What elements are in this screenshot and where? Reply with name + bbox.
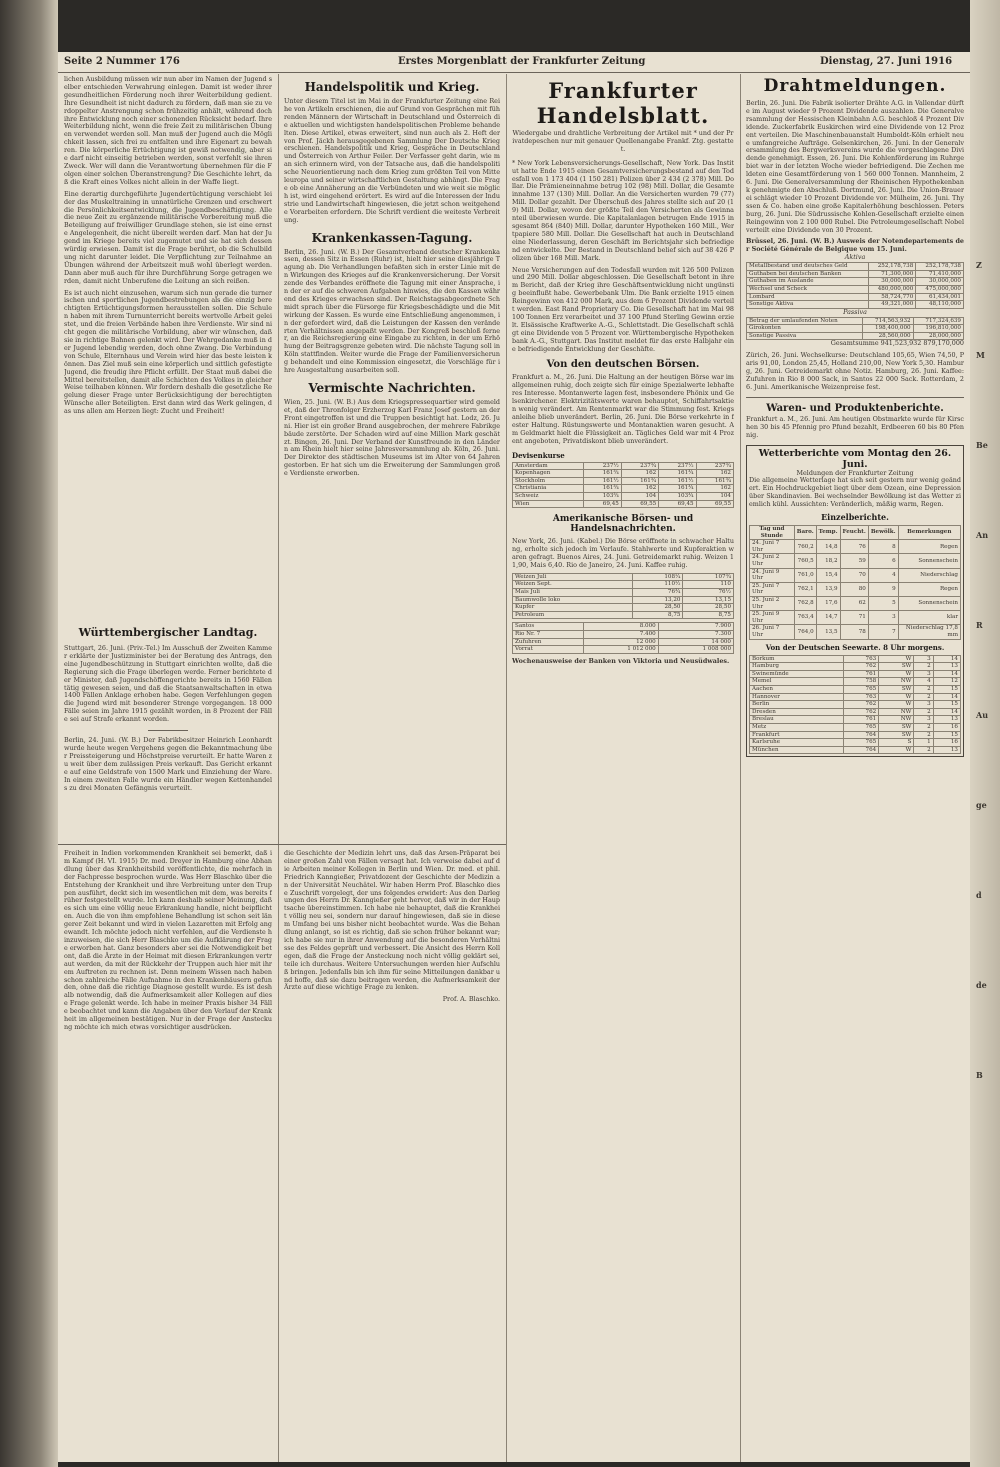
feuilleton-left <box>64 850 272 1456</box>
aktiva-row: Guthaben im Auslande 30,000,000 30,000,000 <box>747 278 964 286</box>
seewarte-row: Memel 758 NW 4 12 <box>750 678 961 686</box>
station-header-cell: Feucht. <box>840 526 868 540</box>
company-news: Neue Versicherungen auf den Todesfall wurden mit 126 500 Polizen und 290 Mill. Dollar abgeschlossen. Die Gesellschaft betont in ihrem Bericht, daß der Krieg ihre Geschäftsentwicklung nicht ungünstig beeinflußt habe. Gewerbebank Ulm. Die Bank erzielte 1915 einen Reingewinn von 412 000 Mark, aus dem 6 Prozent Dividende verteilt werden. East Rand Proprietary Co. Die Gesellschaft hat im Mai 98 100 Tonnen Erz verarbeitet und 37 100 Pfund Sterling Gewinn erzielt. Elsässische Kraftwerke A.-G., Schlettstadt. Die Gesellschaft schlägt eine Dividende von 5 Prozent vor. Württembergische Hypothekenbank A.-G., Stuttgart. Das Institut meldet für das erste Halbjahr eine befriedigende Entwicklung der Geschäfte. <box>512 265 734 353</box>
feuilleton-text-a: Freiheit in Indien vorkommenden Krankheit sei bemerkt, daß im Kampf (H. VI. 1915) Dr. med. Dreyer in Hamburg eine Abhandlung über das Krankheitsbild veröffentlichte, die mehrfach in der Fachpresse besprochen wurde. Was Herr Blaschko über die Entstehung der Krankheit und ihre Verbreitung unter den Truppen ausführt, deckt sich im wesentlichen mit dem, was bereits früher festgestellt wurde. Ich kann deshalb seiner Meinung, daß es sich um eine völlig neue Erkrankung handle, nicht beipflichten. Auch die von ihm empfohlene Behandlung ist schon seit längerer Zeit bekannt und wird in vielen Lazaretten mit Erfolg angewandt. Ich möchte jedoch nicht verfehlen, auf die Verdienste hinzuweisen, die sich Herr Blaschko um die Aufklärung der Frage erworben hat. Ganz besonders aber sei die Notwendigkeit betont, daß die Ärzte in der Heimat mit diesen Erkrankungen vertraut werden, da mit der Rückkehr der Truppen auch hier mit ihrem Auftreten zu rechnen ist. Denn meinem Wissen nach haben schon zahlreiche Fälle Aufnahme in den Krankenhäusern gefunden, ohne daß die richtige Diagnose gestellt wurde. Es ist deshalb notwendig, daß die Aufmerksamkeit aller Kollegen auf diese Frage gelenkt werde. Ich habe in meiner Praxis bisher 34 Fälle beobachtet und kann die Angaben über den Verlauf der Krankheit im allgemeinen bestätigen. Nur in der Frage der Ansteckung möchte ich mich etwas vorsichtiger ausdrücken. <box>64 850 272 1031</box>
german-exchanges-heading: Von den deutschen Börsen. <box>546 359 700 371</box>
american-report: New York, 26. Juni. (Kabel.) Die Börse eröffnete in schwacher Haltung, erholte sich jedoch im Verlaufe. Stahlwerte und Kupferaktien waren gefragt. Buenos Aires, 24. Juni. Getreidemarkt ruhig. Weizen 11,90, Mais 6,40. Rio de Janeiro, 24. Juni. Kaffee ruhig. <box>512 537 734 569</box>
seewarte-row: Berlin 762 W 3 15 <box>750 701 961 709</box>
article-youth-2: Eine derartig durchgeführte Jugendertüchtigung verschiebt leider das Muskeltraining in unnatürliche Grenzen und erschwert die Persönlichkeitsentwicklung, die Jugendbeschäftigung. Alle die neue Zeit zu ergänzende militärische Vorbereitung muß die Beteiligung auf freiwilliger Grundlage stehen, sie ist eine ernste Angelegenheit, die nicht übereilt werden darf. Man hat der Jugend im Kriege bereits viel zugemutet und sie hat sich dessen würdig erwiesen. Damit ist die Frage berührt, ob die Schulbildung nicht darunter leidet. Die Verpflichtung zur Teilnahme an Übungen während der Arbeitszeit muß wohl überlegt werden. Dann aber muß auch für ihre Durchführung Sorge getragen werden, damit nicht Unberufene die Leitung an sich reißen. <box>64 189 272 285</box>
seewarte-row: Dresden 762 NW 2 14 <box>750 708 961 716</box>
station-row: 24. Juni 7 Uhr 760,2 14,8 76 8 Regen <box>750 540 961 554</box>
column-3 <box>512 76 734 1458</box>
weather-subheading: Meldungen der Frankfurter Zeitung <box>796 468 914 477</box>
landtag-section <box>64 622 272 840</box>
devisen-row: Christiania 161¾ 162 161¾ 162 <box>513 485 734 493</box>
feuilleton-right <box>284 850 500 1456</box>
seewarte-row: Frankfurt 764 SW 2 15 <box>750 731 961 739</box>
aktiva-table <box>746 262 964 309</box>
aktiva-row: Wechsel und Scheck 480,000,000 475,000,000 <box>747 285 964 293</box>
seewarte-row: Aachen 765 SW 2 15 <box>750 685 961 693</box>
station-header-cell: Baro. <box>794 526 816 540</box>
station-row: 25. Juni 2 Uhr 762,8 17,6 62 5 Sonnenschein <box>750 597 961 611</box>
aktiva-row: Lombard 58,724,770 61,434,001 <box>747 293 964 301</box>
misc-news-heading: Vermischte Nachrichten. <box>308 381 476 395</box>
health-insurance-heading: Krankenkassen-Tagung. <box>311 230 473 245</box>
station-header-cell: Bewölk. <box>868 526 898 540</box>
landtag-heading: Württembergischer Landtag. <box>78 626 258 639</box>
seewarte-row: Swinemünde 761 W 3 14 <box>750 670 961 678</box>
commodity-text: Frankfurt a. M., 26. Juni. Am heutigen Obstmarkte wurde für Kirschen 30 bis 45 Pfennig pro Pfund bezahlt, Erdbeeren 60 bis 80 Pfennig. <box>746 414 964 439</box>
aktiva-label: Aktiva <box>844 253 866 262</box>
bank-statement-heading: Brüssel, 26. Juni. (W. B.) Ausweis der Notendepartements der Société Générale de Belgique vom 15. Juni. <box>746 237 964 254</box>
next-page-fragment: Z <box>976 260 982 270</box>
station-table <box>749 525 961 640</box>
feuilleton-text-b: die Geschichte der Medizin lehrt uns, daß das Arsen-Präparat bei einer großen Zahl von Fällen versagt hat. Ich verweise dabei auf die Arbeiten meiner Kollegen in Berlin und Wien. Dr. med. et phil. Friedrich Kanngießer, Privatdozent der Geschichte der Medizin an der Universität Neuchâtel. Wir haben Herrn Prof. Blaschko diese Zuschrift vorgelegt, der uns folgendes erwidert: Aus den Darlegungen des Herrn Dr. Kanngießer geht hervor, daß wir in der Hauptsache übereinstimmen. Ich habe nie behauptet, daß die Krankheit völlig neu sei, sondern nur darauf hingewiesen, daß sie in diesem Umfang bei uns bisher nicht beobachtet wurde. Was die Behandlung anlangt, so ist es richtig, daß sie schon früher bekannt war; ich habe sie nur in ihrer Anwendung auf die besonderen Verhältnisse des Feldes geprüft und verbessert. Die Ansicht des Herrn Kollegen, daß die Frage der Ansteckung noch nicht völlig geklärt sei, teile ich durchaus. Weitere Untersuchungen werden hier Aufschluß bringen. Jedenfalls bin ich ihm für seine Mitteilungen dankbar und hoffe, daß sie dazu beitragen werden, die Aufmerksamkeit der Ärzte auf diese wichtige Frage zu lenken. <box>284 850 500 992</box>
station-row: 24. Juni 2 Uhr 760,5 18,2 59 6 Sonnenschein <box>750 554 961 568</box>
passiva-row: Sonstige Passiva 28,560,000 28,000,000 <box>747 332 964 340</box>
next-page-fragment: R <box>976 620 983 630</box>
seewarte-table <box>749 655 961 755</box>
devisen-table <box>512 462 734 509</box>
newspaper-page <box>58 52 970 1462</box>
binding-edge <box>0 0 58 1467</box>
next-page-fragment: ge <box>976 800 987 810</box>
devisen-row: Kopenhagen 161¾ 162 161¾ 162 <box>513 470 734 478</box>
station-row: 25. Juni 9 Uhr 763,4 14,7 71 3 klar <box>750 611 961 625</box>
issue-title: Erstes Morgenblatt der Frankfurter Zeitung <box>398 56 646 67</box>
wire-news-heading: Drahtmeldungen. <box>763 76 947 96</box>
devisen-heading: Devisenkurse <box>512 450 565 460</box>
page-number: Seite 2 Nummer 176 <box>64 56 180 67</box>
seewarte-row: Borkum 763 W 3 14 <box>750 655 961 663</box>
seewarte-heading: Von der Deutschen Seewarte. 8 Uhr morgens. <box>765 642 945 652</box>
station-reports-heading: Einzelberichte. <box>821 512 889 523</box>
next-page-fragment: An <box>976 530 989 540</box>
issue-date: Dienstag, 27. Juni 1916 <box>820 56 953 67</box>
station-row: 26. Juni 7 Uhr 764,0 13,5 78 7 Niederschlag 17,8 mm <box>750 625 961 639</box>
seewarte-row: Hannover 763 W 2 14 <box>750 693 961 701</box>
misc-news-article: Wien, 25. Juni. (W. B.) Aus dem Kriegspressequartier wird gemeldet, daß der Thronfolger Erzherzog Karl Franz Josef gestern an der Front eingetroffen ist und die Truppen besichtigt hat. Lodz, 26. Juni. Hier ist ein großer Brand ausgebrochen, der mehrere Fabrikgebäude zerstörte. Der Schaden wird auf eine Million Mark geschätzt. Bingen, 26. Juni. Der Verband der Kunstfreunde in den Ländern am Rhein hielt hier seine Jahresversammlung ab. Köln, 26. Juni. Der Direktor des städtischen Museums ist im Alter von 64 Jahren gestorben. Er hat sich um die Erweiterung der Sammlungen große Verdienste erworben. <box>284 398 500 478</box>
weather-box <box>746 445 964 758</box>
ny-row: Mais Juli 76¾ 76½ <box>513 589 734 597</box>
landtag-article: Stuttgart, 26. Juni. (Priv.-Tel.) Im Ausschuß der Zweiten Kammer erklärte der Justizminister bei der Beratung des Antrags, den eine Jugendbeschützung in Stuttgart einrichten wollte, daß die Regierung sich die Frage überlegen werde. Ferner berichtete der Minister, daß Jugendschöffengerichte bereits in 1560 Fällen tätig gewesen seien, und daß die Staatsanwaltschaften in etwa 1400 Fällen Anklage erhoben habe. Gegen Verfehlungen gegen die Jugend wird mit besonderer Strenge vorgegangen. 18 000 Fälle seien im Jahre 1915 gezählt worden, in 8 Prozent der Fälle sei auf Strafe erkannt worden. <box>64 644 272 724</box>
station-header-cell: Bemerkungen <box>898 526 960 540</box>
ny-row: Kupfer 28,50 28,50 <box>513 604 734 612</box>
trade-policy-heading: Handelspolitik und Krieg. <box>304 80 480 94</box>
seewarte-row: München 764 W 2 13 <box>750 746 961 754</box>
next-page-edge <box>970 0 1000 1467</box>
ny-row: Baumwolle loko 13,20 13,15 <box>513 596 734 604</box>
devisen-row: Wien 69,45 69,55 69,45 69,55 <box>513 500 734 508</box>
berlin-article: Berlin, 24. Juni. (W. B.) Der Fabrikbesitzer Heinrich Leonhardt wurde heute wegen Vergehens gegen die Bekanntmachung über Preissteigerung und Höchstpreise verurteilt. Er hatte Waren zu weit über dem zulässigen Preis verkauft. Das Gericht erkannte auf eine Geldstrafe von 1500 Mark und Einziehung der Ware. In einem zweiten Falle wurde ein Händler wegen Kettenhandels zu drei Monaten Gefängnis verurteilt. <box>64 736 272 792</box>
handelsblatt-subtitle: Wiedergabe und drahtliche Verbreitung der Artikel mit * und der Privatdepeschen nur mit genauer Quellenangabe Frankf. Ztg. gestattet. <box>512 129 734 153</box>
commodity-heading: Waren- und Produktenberichte. <box>766 402 944 414</box>
station-header-cell: Tag und Stunde <box>750 526 795 540</box>
seewarte-row: Karlsruhe 765 S 1 16 <box>750 739 961 747</box>
coffee-row: Santos 8.000 7.900 <box>513 623 734 631</box>
passiva-table <box>746 317 964 341</box>
ny-row: Weizen Sept. 110½ 110 <box>513 581 734 589</box>
column-2 <box>284 76 500 840</box>
passiva-row: Girokonten 198,400,000 196,810,000 <box>747 325 964 333</box>
aktiva-row: Guthaben bei deutschen Banken 71,300,000 71,410,000 <box>747 270 964 278</box>
column-4 <box>746 76 964 1458</box>
weather-text: Die allgemeine Wetterlage hat sich seit gestern nur wenig geändert. Ein Hochdruckgebiet liegt über dem Ozean, eine Depression über Skandinavien. Bei wechselnder Bewölkung ist das Wetter ziemlich kühl. Aussichten: Veränderlich, mäßig warm, Regen. <box>749 476 961 509</box>
seewarte-row: Metz 765 SW 2 16 <box>750 723 961 731</box>
station-row: 24. Juni 9 Uhr 761,0 15,4 70 4 Niederschlag <box>750 568 961 582</box>
exchange-report: Frankfurt a. M., 26. Juni. Die Haltung an der heutigen Börse war im allgemeinen ruhig, doch zeigte sich für einige Spezialwerte lebhafteres Interesse. Montanwerte lagen fest, insbesondere Phönix und Gelsenkirchener. Elektrizitätswerte waren behauptet, Schiffahrtsaktien wenig verändert. Am Rentenmarkt war die Stimmung fest. Kriegsanleihe blieb unverändert. Berlin, 26. Juni. Die Börse verkehrte in fester Haltung. Rüstungswerte und Montanaktien waren gesucht. Am Geldmarkt hielt die Flüssigkeit an. Tägliches Geld war mit 4 Prozent angeboten, Privatdiskont blieb unverändert. <box>512 373 734 445</box>
total-sum: Gesamtsumme 941,523,932 879,170,000 <box>830 339 964 348</box>
page-header <box>58 52 970 73</box>
next-page-fragment: M <box>976 350 985 360</box>
station-row: 25. Juni 7 Uhr 762,1 13,9 80 9 Regen <box>750 582 961 596</box>
bank-footnote: Wochenausweise der Banken von Viktoria und Neusüdwales. <box>512 656 730 665</box>
ny-row: Weizen Juli 108¼ 107¾ <box>513 573 734 581</box>
coffee-row: Vorrat 1 012 000 1 008 000 <box>513 646 734 654</box>
devisen-row: Schweiz 103¾ 104 103¾ 104 <box>513 493 734 501</box>
american-exchanges-heading: Amerikanische Börsen- und Handelsnachrichten. <box>552 514 694 535</box>
next-page-fragment: B <box>976 1070 983 1080</box>
next-page-fragment: Be <box>976 440 988 450</box>
article-youth-1: lichen Ausbildung müssen wir nun aber im Namen der Jugend selber entschieden Verwahrung einlegen. Damit ist weder ihrer gesundheitlichen Förderung noch ihrer Weiterbildung gedient. Ihre Gesundheit ist nicht dadurch zu fördern, daß man sie zu verdoppelter Anstrengung schon frühzeitig anhält, während doch ihre Entwicklung noch einer schonenden Rücksicht bedarf. Ihre Weiterbildung nicht, wenn die freie Zeit zu militärischen Übungen verwendet werden soll. Man muß der Jugend auch die Möglichkeit lassen, sich frei zu entfalten und ihre Eigenart zu bewahren. Die körperliche Ertüchtigung ist gewiß notwendig, aber sie darf nicht einseitig betrieben werden, sonst verfehlt sie ihren Zweck. Wer will dann die Verantwortung übernehmen für die Folgen einer solchen Überanstrengung? Die Geschichte lehrt, daß die Kraft eines Volkes nicht allein in der Waffe liegt. <box>64 76 272 186</box>
passiva-row: Betrag der umlaufenden Noten 714,563,932 717,324,639 <box>747 317 964 325</box>
trade-policy-article: Unter diesem Titel ist im Mai in der Frankfurter Zeitung eine Reihe von Artikeln erschienen, die auf Grund von Gesprächen mit führenden Männern der Wirtschaft in Deutschland und Österreich die aktuellen und wichtigsten handelspolitischen Probleme behandelten. Diese Artikel, etwas erweitert, sind nun auch als 2. Heft der von Prof. Jäckh herausgegebenen Sammlung Der Deutsche Krieg erschienen. Handelspolitik und Krieg, Gespräche in Deutschland und Österreich von Arthur Feiler. Der Verfasser geht darin, wie man sich erinnern wird, von der Tatsache aus, daß die handelspolitische Neuorientierung nach dem Krieg zum größten Teil von Mitteleuropa und seiner wirtschaftlichen Gestaltung abhängt. Die Frage ob eine Annäherung an die Verbündeten und wie weit sie möglich ist, wird eingehend erörtert. Es wird auf die Interessen der Industrie und Landwirtschaft hingewiesen, die jetzt schon weitgehende Vorarbeiten erfordern. Die Schrift verdient die weiteste Verbreitung. <box>284 97 500 224</box>
passiva-label: Passiva <box>843 307 867 316</box>
seewarte-row: Hamburg 762 SW 2 13 <box>750 663 961 671</box>
insurance-article: * New York Lebensversicherungs-Gesellschaft, New York. Das Institut hatte Ende 1915 einen Gesamtversicherungsbestand auf den Todesfall von 1 173 404 (1 150 281) Polizen über 2 434 (2 378) Mill. Dollar. Die Prämieneinnahme betrug 102 (98) Mill. Dollar, die Gesamteinnahme 137 (130) Mill. Dollar. An die Versicherten wurden 79 (77) Mill. Dollar gezahlt. Der Überschuß des Jahres stellte sich auf 20 (19) Mill. Dollar, wovon der größte Teil den Versicherten als Gewinnanteil überwiesen wurde. Die Kapitalanlagen betrugen Ende 1915 insgesamt 864 (840) Mill. Dollar, darunter Hypotheken 160 Mill., Wertpapiere 580 Mill. Dollar. Die Gesellschaft hat auch in Deutschland eine Niederlassung, deren Geschäft im Berichtsjahr sich befriedigend entwickelte. Der Bestand in Deutschland belief sich auf 38 426 Polizen über 168 Mill. Mark. <box>512 158 734 262</box>
devisen-row: Stockholm 161½ 161¾ 161½ 161¾ <box>513 477 734 485</box>
aktiva-row: Sonstige Aktiva 49,321,000 48,110,000 <box>747 301 964 309</box>
coffee-row: Rio Nr. 7 7.400 7.300 <box>513 630 734 638</box>
exchange-rates-text: Zürich, 26. Juni. Wechselkurse: Deutschland 105,65, Wien 74,50, Paris 91,00, London 25,45, Holland 210,00, New York 5,30. Hamburg, 26. Juni. Getreidemarkt ohne Notiz. Hamburg, 26. Juni. Kaffee: Zufuhren in Rio 8 000 Sack, in Santos 22 000 Sack. Rotterdam, 26. Juni. Amerikanische Weizenpreise fest. <box>746 351 964 391</box>
next-page-fragment: d <box>976 890 982 900</box>
ny-table <box>512 573 734 620</box>
wire-news-text: Berlin, 26. Juni. Die Fabrik isolierter Drähte A.G. in Vallendar dürfte im August wieder 9 Prozent Dividende auszahlen. Die Generalversammlung der Hessischen Kleinbahn A.G. beschloß 4 Prozent Dividende. Zuckerfabrik Euskirchen wird eine Dividende von 12 Prozent verteilen. Die Maschinenbauanstalt Humboldt-Köln erhielt neue umfangreiche Aufträge. Gelsenkirchen, 26. Juni. In der Generalversammlung des Bergwerksvereins wurde die vorgeschlagene Dividende genehmigt. Essen, 26. Juni. Die Kohlenförderung im Ruhrgebiet war in der letzten Woche wieder befriedigend. Die Zechen meldeten eine Gesamtförderung von 1 560 000 Tonnen. Mannheim, 26. Juni. Die Generalversammlung der Rheinischen Hypothekenbank genehmigte den Abschluß. Dortmund, 26. Juni. Die Union-Brauerei schlägt wieder 10 Prozent Dividende vor. Mülheim, 26. Juni. Thyssen & Co. haben eine große Kapitalerhöhung beschlossen. Petersburg, 26. Juni. Die Südrussische Kohlen-Gesellschaft erzielte einen Reingewinn von 2 100 000 Rubel. Die Petroleumgesellschaft Nobel verteilt eine Dividende von 30 Prozent. <box>746 99 964 234</box>
seewarte-row: Breslau 761 NW 3 13 <box>750 716 961 724</box>
ny-row: Petroleum 8,75 8,75 <box>513 611 734 619</box>
coffee-table <box>512 622 734 653</box>
next-page-fragment: Au <box>976 710 989 720</box>
next-page-fragment: de <box>976 980 987 990</box>
devisen-row: Amsterdam 237½ 237¾ 237½ 237¾ <box>513 462 734 470</box>
weather-heading: Wetterberichte vom Montag den 26. Juni. <box>758 447 952 470</box>
health-insurance-article: Berlin, 26. Juni. (W. B.) Der Gesamtverband deutscher Krankenkassen, dessen Sitz in Essen (Ruhr) ist, hielt hier seine diesjährige Tagung ab. Die Verhandlungen befaßten sich in erster Linie mit den Wirkungen des Krieges auf die Krankenversicherung. Der Vorsitzende des Verbandes eröffnete die Tagung mit einer Ansprache, in der er auf die schweren Aufgaben hinwies, die den Kassen während des Krieges erwachsen sind. Der Reichstagsabgeordnete Schmidt sprach über die Fürsorge für Kriegsbeschädigte und die Mitwirkung der Kassen. Es wurde eine Entschließung angenommen, in der gefordert wird, daß die Leistungen der Kassen den veränderten Verhältnissen angepaßt werden. Der Kongreß beschloß ferner, an die Reichsregierung eine Eingabe zu richten, in der um Erhöhung der Beitragsgrenze gebeten wird. Die nächste Tagung soll in Köln stattfinden. Weiter wurde die Frage der Familienversicherung behandelt und eine Kommission eingesetzt, die Vorschläge für ihre Ausgestaltung ausarbeiten soll. <box>284 247 500 375</box>
coffee-row: Zufuhren 12 000 14 000 <box>513 638 734 646</box>
station-header-cell: Temp. <box>816 526 840 540</box>
aktiva-row: Metallbestand und deutsches Geld 252,178,738 252,178,738 <box>747 263 964 271</box>
handelsblatt-title: Frankfurter Handelsblatt. <box>536 78 710 128</box>
article-youth-3: Es ist auch nicht einzusehen, warum sich nun gerade die turnerischen und sportlichen Jugendbestrebungen als die einzig berechtigten Ertüchtigungsformen herausstellen sollen. Die Schulen haben mit ihrem Turnunterricht bereits wertvolle Arbeit geleistet, und die freien Verbände haben ihre Verdienste. Wir sind nicht gegen die militärische Vorbildung, aber wir wünschen, daß sie in richtige Bahnen gelenkt wird. Der Wehrgedanke muß in der Jugend lebendig werden, doch ohne Zwang. Die Verbindung von Schule, Elternhaus und Verein wird hier das beste leisten können. Das Ziel muß sein eine körperlich und sittlich gefestigte Jugend, die freudig ihre Pflicht erfüllt. Der Staat muß dabei die Mittel bereitstellen, damit alle Schichten des Volkes in gleicher Weise teilhaben können. Wir fordern deshalb die gesetzliche Regelung dieser Frage unter Berücksichtigung der berechtigten Wünsche aller Beteiligten. Erst dann wird das Werk gelingen, das uns allen am Herzen liegt: Zucht und Freiheit! <box>64 288 272 416</box>
feuilleton-signature: Prof. A. Blaschko. <box>442 995 500 1004</box>
